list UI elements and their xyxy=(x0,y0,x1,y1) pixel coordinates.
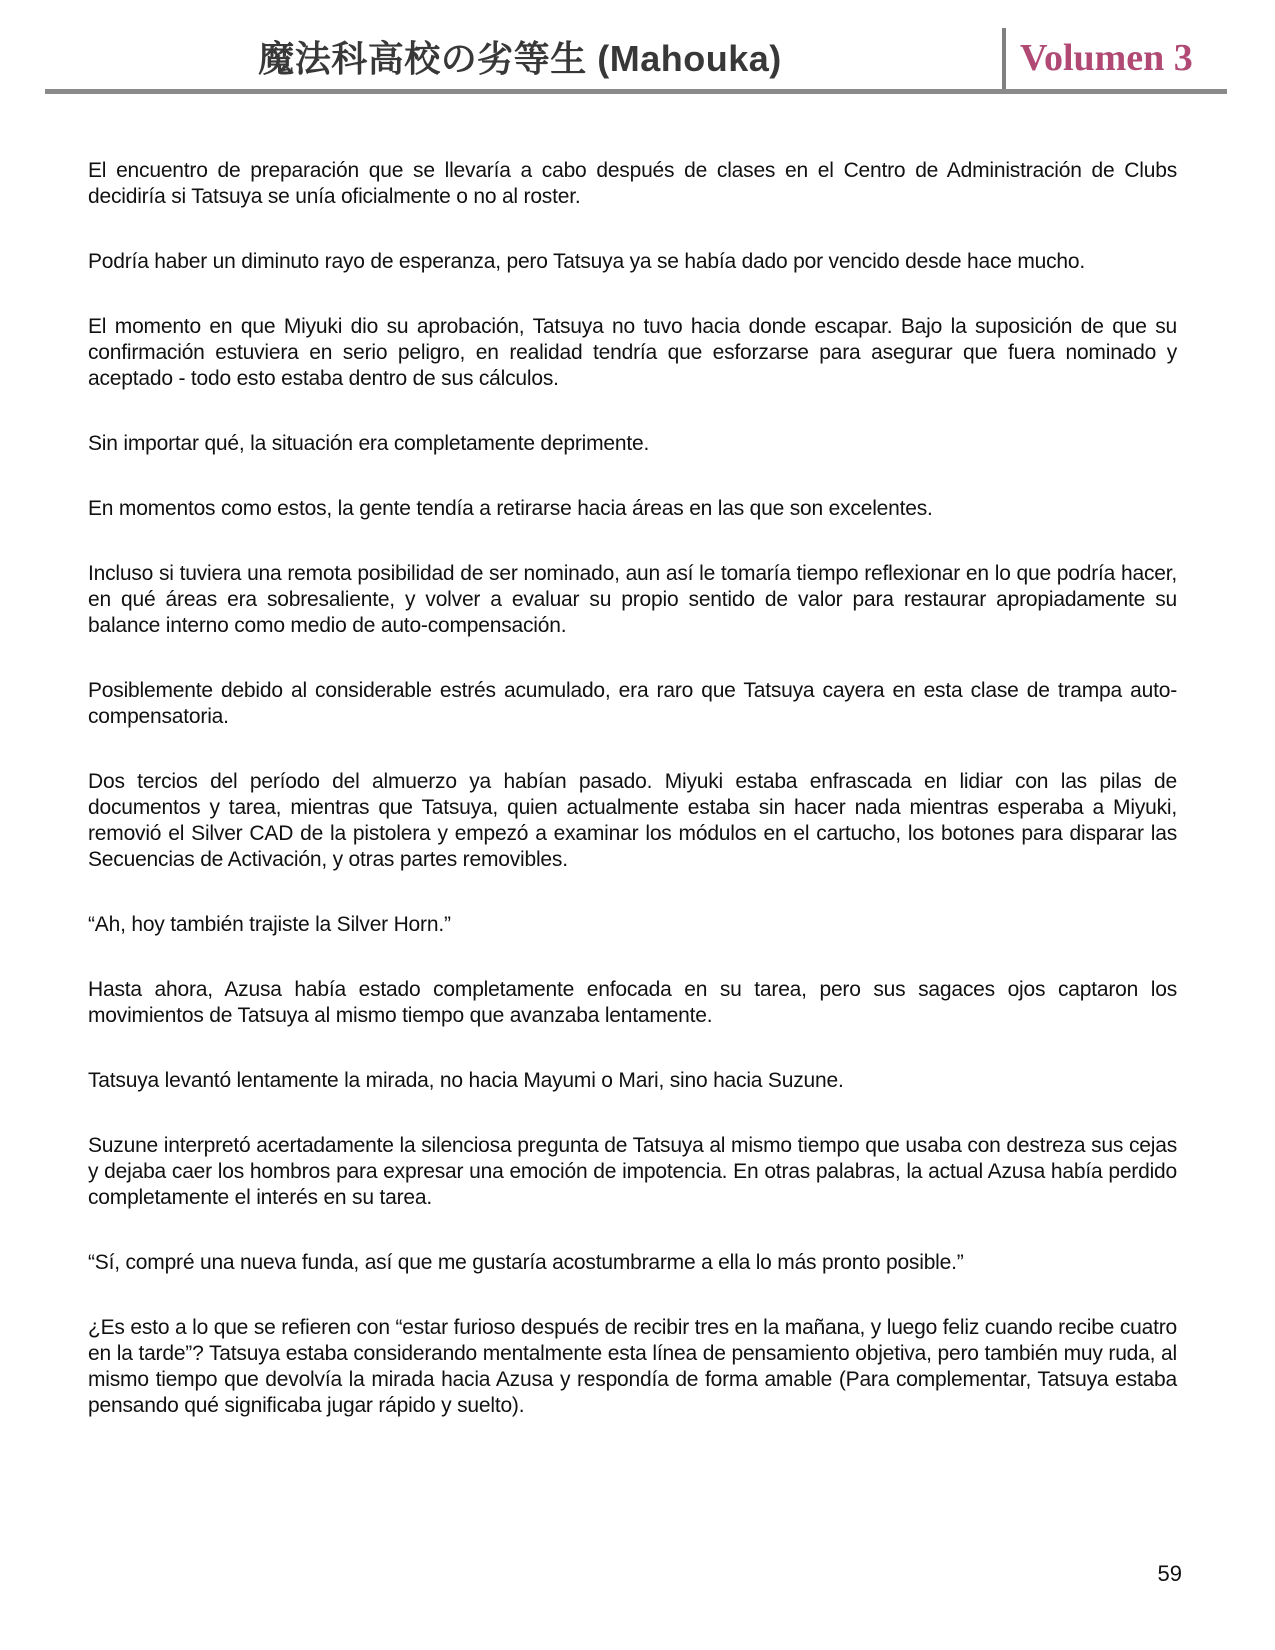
volume-label: Volumen 3 xyxy=(1020,37,1193,79)
paragraph: ¿Es esto a lo que se refieren con “estar furioso después de recibir tres en la mañana, y luego feliz cuando recibe cuatro en la tarde”? Tatsuya estaba considerando mentalmente esta línea de pensamiento objetiva, pero también muy ruda, al mismo tiempo que devolvía la mirada hacia Azusa y respondía de forma amable (Para complementar, Tatsuya estaba pensando qué significaba jugar rápido y suelto). xyxy=(88,1316,1177,1417)
header-volume-cell xyxy=(1020,28,1193,88)
paragraph: Incluso si tuviera una remota posibilidad de ser nominado, aun así le tomaría tiempo reflexionar en lo que podría hacer, en qué áreas era sobresaliente, y volver a evaluar su propio sentido de valor para restaurar apropiadamente su balance interno como medio de auto-compensación. xyxy=(88,562,1177,637)
header-rule xyxy=(45,89,1227,94)
paragraph: Suzune interpretó acertadamente la silenciosa pregunta de Tatsuya al mismo tiempo que usaba con destreza sus cejas y dejaba caer los hombros para expresar una emoción de impotencia. En otras palabras, la actual Azusa había perdido completamente el interés en su tarea. xyxy=(88,1134,1177,1209)
paragraph: Sin importar qué, la situación era completamente deprimente. xyxy=(88,432,650,455)
header-vertical-divider xyxy=(1002,28,1006,90)
paragraph: En momentos como estos, la gente tendía a retirarse hacia áreas en las que son excelentes. xyxy=(88,497,933,520)
paragraph: Tatsuya levantó lentamente la mirada, no hacia Mayumi o Mari, sino hacia Suzune. xyxy=(88,1069,844,1092)
page-number: 59 xyxy=(1157,1561,1182,1586)
paragraph: “Ah, hoy también trajiste la Silver Horn.” xyxy=(88,913,451,936)
paragraph: Posiblemente debido al considerable estrés acumulado, era raro que Tatsuya cayera en esta clase de trampa auto-compensatoria. xyxy=(88,679,1177,728)
page-content xyxy=(88,158,1177,1419)
paragraph: El momento en que Miyuki dio su aprobación, Tatsuya no tuvo hacia donde escapar. Bajo la suposición de que su confirmación estuviera en serio peligro, en realidad tendría que esforzarse para asegurar que fuera nominado y aceptado - todo esto estaba dentro de sus cálculos. xyxy=(88,315,1177,390)
paragraph: Hasta ahora, Azusa había estado completamente enfocada en su tarea, pero sus sagaces ojos captaron los movimientos de Tatsuya al mismo tiempo que avanzaba lentamente. xyxy=(88,978,1177,1027)
paragraph: El encuentro de preparación que se llevaría a cabo después de clases en el Centro de Administración de Clubs decidiría si Tatsuya se unía oficialmente o no al roster. xyxy=(88,159,1177,208)
page-title: 魔法科高校の劣等生 (Mahouka) xyxy=(258,37,782,79)
paragraph: Podría haber un diminuto rayo de esperanza, pero Tatsuya ya se había dado por vencido desde hace mucho. xyxy=(88,250,1086,273)
header-title-cell xyxy=(45,24,995,88)
paragraph: Dos tercios del período del almuerzo ya habían pasado. Miyuki estaba enfrascada en lidiar con las pilas de documentos y tarea, mientras que Tatsuya, quien actualmente estaba sin hacer nada mientras esperaba a Miyuki, removió el Silver CAD de la pistolera y empezó a examinar los módulos en el cartucho, los botones para disparar las Secuencias de Activación, y otras partes removibles. xyxy=(88,770,1177,871)
paragraph: “Sí, compré una nueva funda, así que me gustaría acostumbrarme a ella lo más pronto posible.” xyxy=(88,1251,964,1274)
